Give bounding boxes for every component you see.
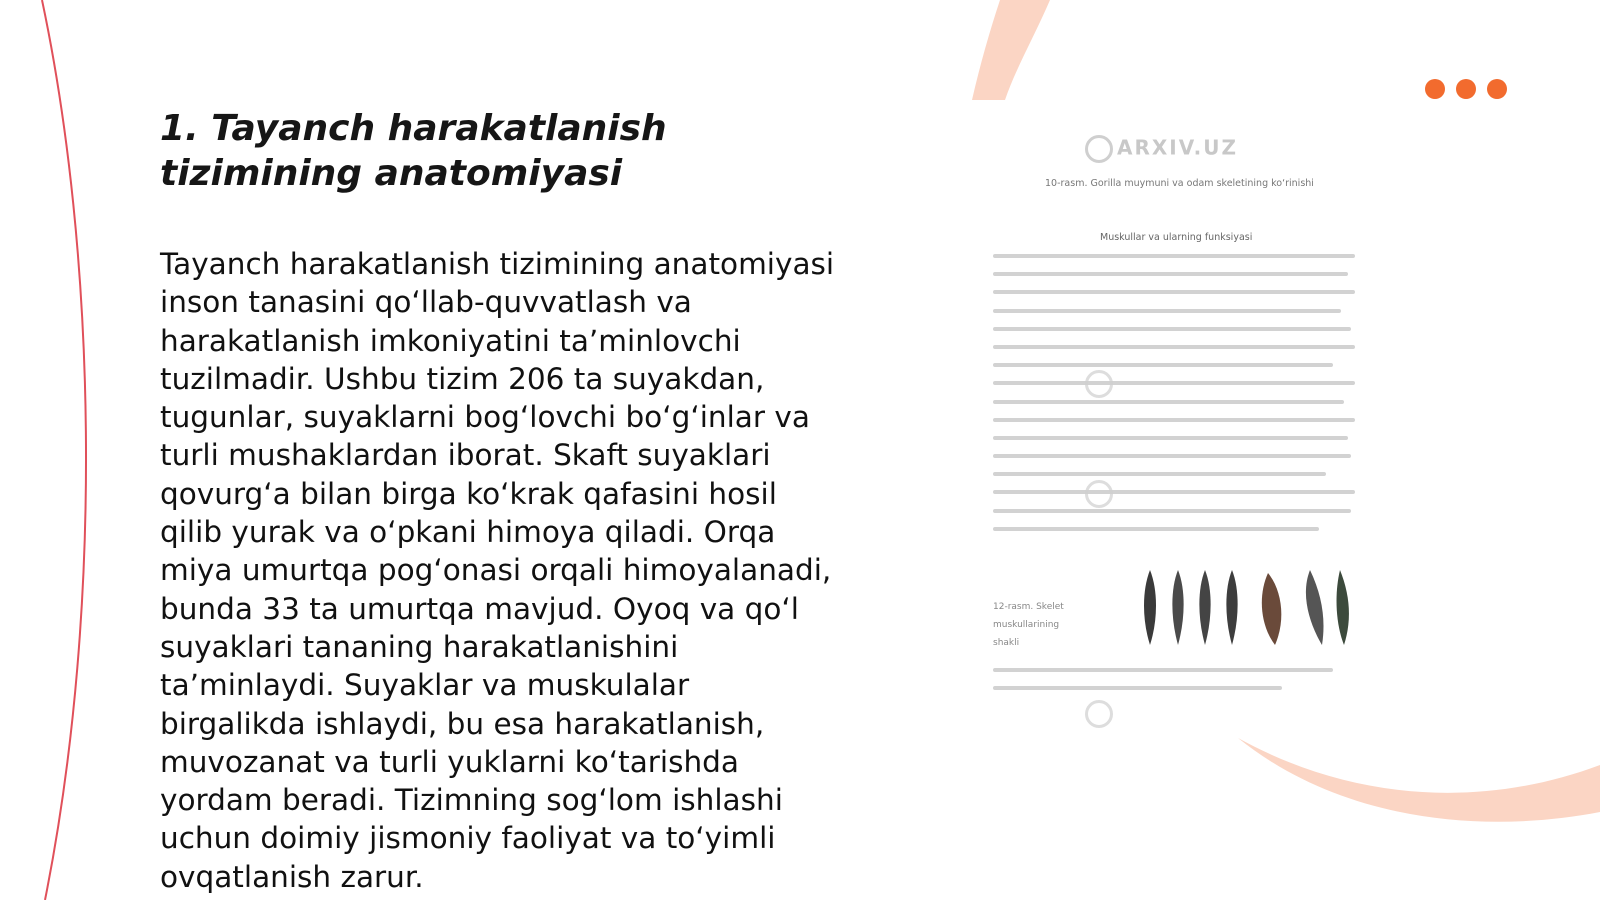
watermark-logo-2 [1085, 370, 1117, 398]
dot-3 [1487, 79, 1507, 99]
watermark-logo-3 [1085, 480, 1117, 508]
document-image [985, 130, 1365, 740]
watermark-logo-4 [1085, 700, 1117, 728]
slide-title: 1. Tayanch harakatlanish tizimining anatomiyasi [160, 108, 667, 194]
document-figure-caption: 12-rasm. Skelet muskullarining shakli [993, 602, 1064, 648]
bottom-arc-shape [1238, 738, 1600, 822]
dot-1 [1425, 79, 1445, 99]
document-figure-caption-lines [993, 668, 1333, 704]
slide-body-text: Tayanch harakatlanish tizimining anatomiyasi inson tanasini qo‘llab-quvvatlash va harakatlanish imkoniyatini ta’minlovchi tuzilmadir. Ushbu tizim 206 ta suyakdan, tugunlar, suyaklarni bog‘lovchi bo‘g‘inlar va turli mushaklardan iborat. Skaft suyaklari qovurg‘a bilan birga ko‘krak qafasini hosil qilib yurak va o‘pkani himoya qiladi. Orqa miya umurtqa pog‘onasi orqali himoyalanadi, bunda 33 ta umurtqa mavjud. Oyoq va qo‘l suyaklari tananing harakatlanishini ta’minlaydi. Suyaklar va muskulalar birgalikda ishlaydi, bu esa harakatlanish, muvozanat va turli yuklarni ko‘tarishda yordam beradi. Tizimning sog‘lom ishlashi uchun doimiy jismoniy faoliyat va to‘yimli ovqatlanish zarur. [160, 247, 835, 894]
muscle-illustration [1140, 565, 1355, 650]
watermark-ring-icon [1085, 135, 1113, 163]
three-dots-icon [1425, 79, 1507, 99]
watermark-logo: ARXIV.UZ [1085, 135, 1238, 163]
document-caption-top: 10-rasm. Gorilla muymuni va odam skeletining ko‘rinishi [1045, 178, 1314, 189]
left-curve-line [42, 0, 86, 900]
top-arc-shape [972, 0, 1050, 100]
document-section-heading: Muskullar va ularning funksiyasi [1100, 232, 1253, 243]
dot-2 [1456, 79, 1476, 99]
document-text-lines [993, 254, 1355, 545]
